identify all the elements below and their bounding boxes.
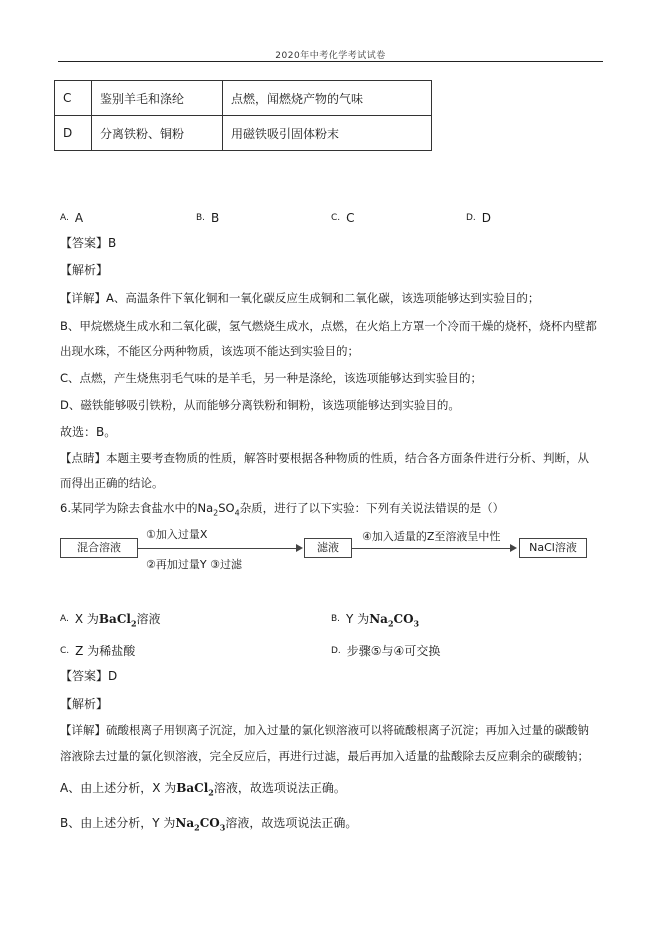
table-cell-action: 分离铁粉、铜粉	[92, 116, 223, 151]
q6-detail-1a: 【详解】硫酸根离子用钡离子沉淀，加入过量的氯化钡溶液可以将硫酸根离子沉淀；再加入过量的碳酸钠	[60, 723, 589, 737]
flow-box-filtrate: 滤液	[304, 538, 352, 558]
table-row	[55, 116, 432, 151]
q6-detail-1b: 溶液除去过量的氯化钡溶液，完全反应后，再进行过滤，最后再加入适量的盐酸除去反应剩余的碳酸钠；	[60, 749, 589, 763]
q5-choice-b: $^{B.}$ B	[196, 211, 220, 225]
flow-step-4: ④加入适量的Z至溶液呈中性	[362, 530, 501, 543]
page-header-title: 2020年中考化学考试试卷	[275, 51, 386, 61]
flow-box-nacl-solution: NaCl溶液	[519, 538, 587, 558]
flow-arrow-1-head-icon	[296, 544, 303, 552]
q5-answer: 【答案】B	[60, 236, 117, 250]
flow-box-mixed-solution: 混合溶液	[60, 538, 138, 558]
q5-comment-a: 【点睛】本题主要考查物质的性质，解答时要根据各种物质的性质，结合各方面条件进行分析、判断，从	[60, 451, 589, 465]
table-cell-method: 用磁铁吸引固体粉末	[223, 116, 432, 151]
q5-choice-a: $^{A.}$ A	[60, 211, 84, 225]
q6-line-b: B、由上述分析，Y 为$Na_2CO_3$溶液，故选项说法正确。	[60, 816, 358, 833]
q6-choice-b: $^{B.}$ Y 为$Na_2CO_3$	[331, 612, 420, 629]
q5-selection: 故选：B。	[60, 425, 117, 439]
table-cell-method: 点燃，闻燃烧产物的气味	[223, 81, 432, 116]
q6-answer: 【答案】D	[60, 669, 118, 683]
q5-detail-1: 【详解】A、高温条件下氧化铜和一氧化碳反应生成铜和二氧化碳，该选项能够达到实验目的；	[60, 291, 540, 305]
q5-analysis-title: 【解析】	[60, 263, 109, 277]
q5-comment-b: 而得出正确的结论。	[60, 476, 164, 490]
flow-arrow-1-line	[137, 548, 297, 549]
q5-detail-3: C、点燃，产生烧焦羽毛气味的是羊毛，另一种是涤纶，该选项能够达到实验目的；	[60, 371, 483, 385]
flow-step-2-3: ②再加过量Y ③过滤	[146, 558, 242, 571]
q6-line-a: A、由上述分析，X 为BaCl$_2$溶液，故选项说法正确。	[60, 781, 346, 798]
q6-choice-a: $^{A.}$ X 为BaCl$_2$溶液	[60, 612, 161, 629]
q5-choice-c: $^{C.}$ C	[331, 211, 355, 225]
q5-detail-2a: B、甲烷燃烧生成水和二氧化碳，氢气燃烧生成水，点燃，在火焰上方罩一个冷而干燥的烧杯，烧杯内壁都	[60, 319, 597, 333]
flow-arrow-2-line	[351, 548, 511, 549]
table-row	[55, 81, 432, 116]
table-cell-label: D	[55, 116, 92, 151]
q6-choice-c: $^{C.}$ Z 为稀盐酸	[60, 644, 136, 658]
q6-choice-d: $^{D.}$ 步骤⑤与④可交换	[331, 644, 441, 658]
q5-detail-2b: 出现水珠，不能区分两种物质，该选项不能达到实验目的；	[60, 344, 359, 358]
flow-arrow-2-head-icon	[510, 544, 517, 552]
table-cell-action: 鉴别羊毛和涤纶	[92, 81, 223, 116]
table-cell-label: C	[55, 81, 92, 116]
flow-step-1: ①加入过量X	[146, 528, 208, 541]
header-divider	[58, 61, 603, 62]
q5-choice-d: $^{D.}$ D	[466, 211, 492, 225]
q5-detail-4: D、磁铁能够吸引铁粉，从而能够分离铁粉和铜粉，该选项能够达到实验目的。	[60, 398, 460, 412]
q6-stem: 6.某同学为除去食盐水中的$Na_2SO_4$杂质，进行了以下实验：下列有关说法错误的是（）	[60, 501, 505, 518]
options-table	[54, 80, 432, 151]
q6-analysis-title: 【解析】	[60, 697, 109, 711]
